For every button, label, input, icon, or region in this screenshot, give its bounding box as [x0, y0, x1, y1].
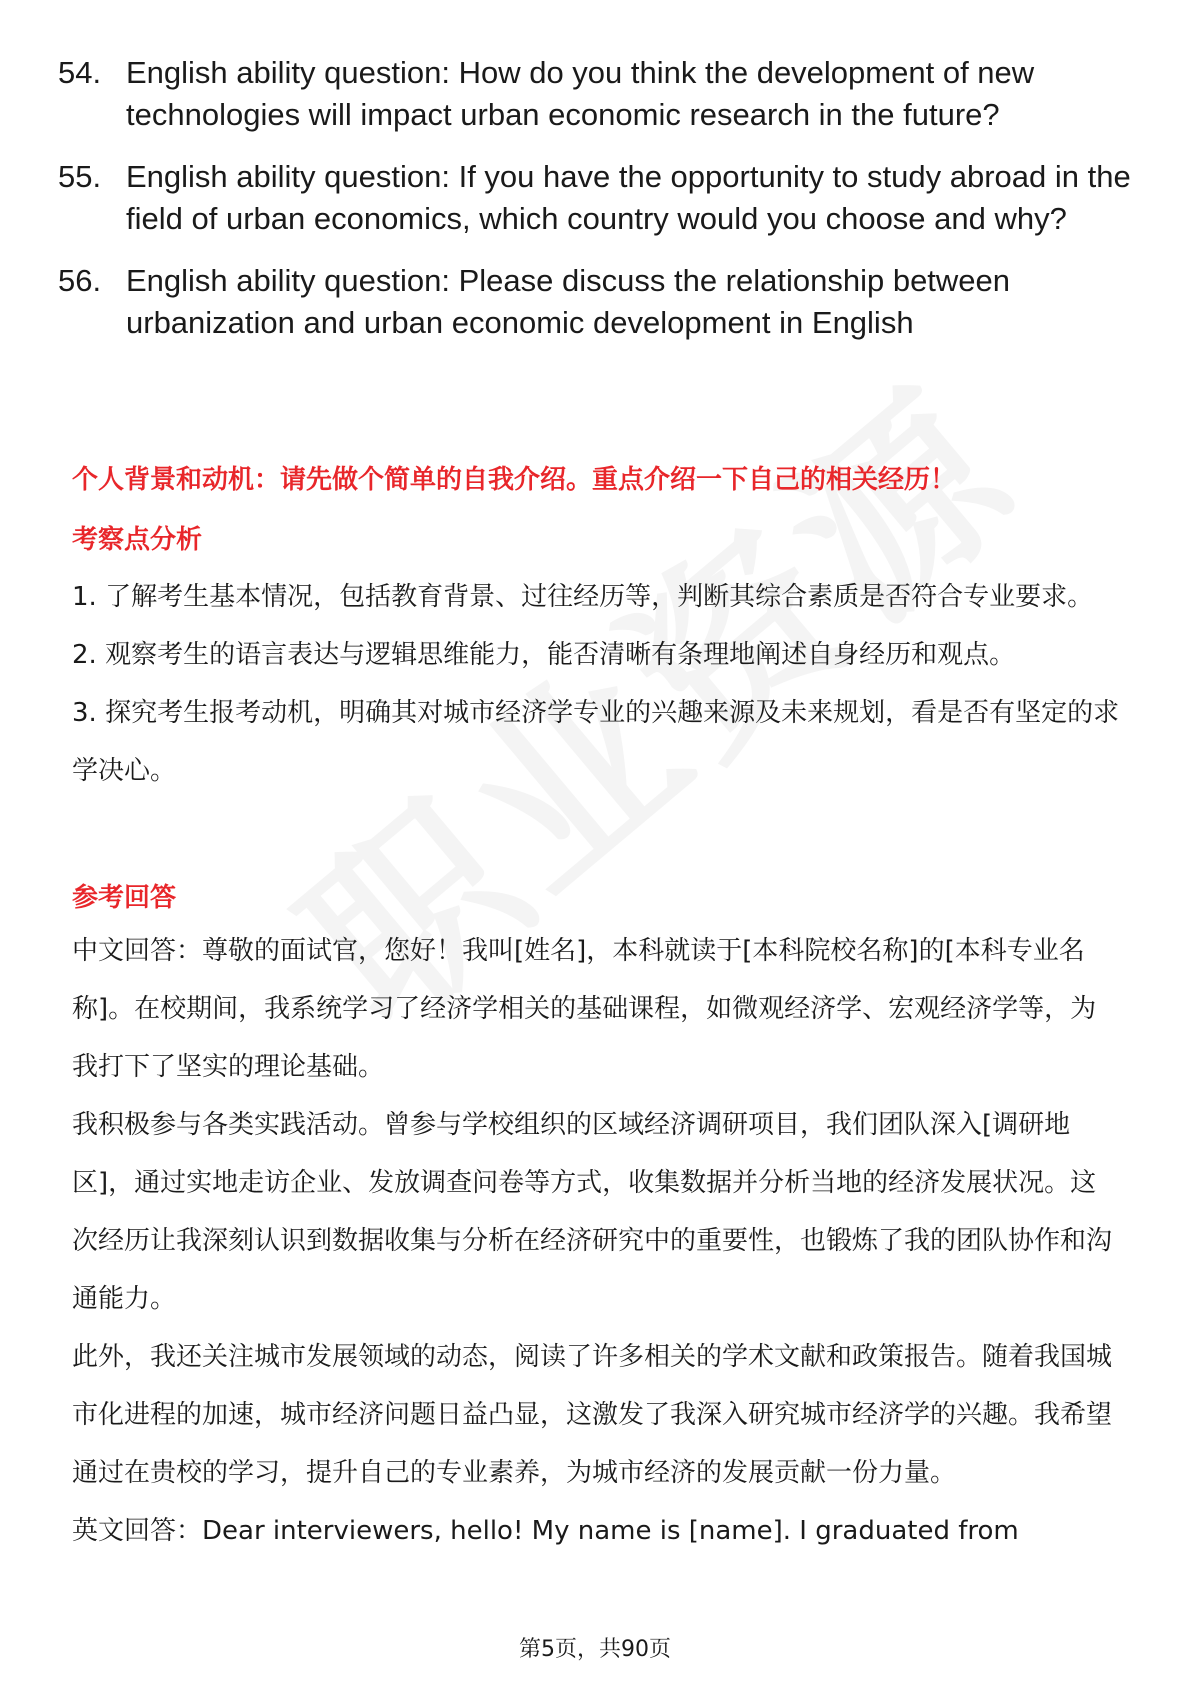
analysis-points — [72, 568, 1122, 800]
question-item — [58, 52, 1138, 136]
reference-heading: 参考回答 — [72, 883, 177, 913]
answer-paragraph: 此外，我还关注城市发展领域的动态，阅读了许多相关的学术文献和政策报告。随着我国城市化进程的加速，城市经济问题日益凸显，这激发了我深入研究城市经济学的兴趣。我希望通过在贵校的学习，提升自己的专业素养，为城市经济的发展贡献一份力量。 — [72, 1342, 1113, 1488]
page-number: 第5页，共90页 — [519, 1637, 671, 1662]
question-item — [58, 260, 1138, 344]
question-text: English ability question: How do you think the development of new technologies will impact urban economic research in the future? — [126, 55, 1035, 132]
answer-paragraph: 中文回答：尊敬的面试官，您好！我叫[姓名]，本科就读于[本科院校名称]的[本科专业名称]。在校期间，我系统学习了经济学相关的基础课程，如微观经济学、宏观经济学等，为我打下了坚实的理论基础。 — [72, 936, 1097, 1082]
analysis-point: 1. 了解考生基本情况，包括教育背景、过往经历等，判断其综合素质是否符合专业要求。 — [72, 582, 1094, 612]
question-text: English ability question: Please discuss the relationship between urbanization and urban economic development in English — [126, 263, 1011, 340]
analysis-point: 3. 探究考生报考动机，明确其对城市经济学专业的兴趣来源及未来规划，看是否有坚定的求学决心。 — [72, 698, 1120, 786]
question-list — [58, 52, 1138, 364]
answer-paragraph: 英文回答：Dear interviewers, hello! My name is [name]. I graduated from — [72, 1516, 1019, 1546]
analysis-point: 2. 观察考生的语言表达与逻辑思维能力，能否清晰有条理地阐述自身经历和观点。 — [72, 640, 1016, 670]
question-heading: 个人背景和动机：请先做个简单的自我介绍。重点介绍一下自己的相关经历！ — [72, 465, 957, 495]
question-number: 54. — [58, 55, 102, 90]
question-number: 56. — [58, 263, 102, 298]
question-number: 55. — [58, 159, 102, 194]
question-text: English ability question: If you have the opportunity to study abroad in the field of urban economics, which country would you choose and why? — [126, 159, 1131, 236]
reference-answer — [72, 922, 1122, 1560]
analysis-heading: 考察点分析 — [72, 525, 203, 555]
question-item — [58, 156, 1138, 240]
answer-paragraph: 我积极参与各类实践活动。曾参与学校组织的区域经济调研项目，我们团队深入[调研地区]，通过实地走访企业、发放调查问卷等方式，收集数据并分析当地的经济发展状况。这次经历让我深刻认识到数据收集与分析在经济研究中的重要性，也锻炼了我的团队协作和沟通能力。 — [72, 1110, 1113, 1314]
